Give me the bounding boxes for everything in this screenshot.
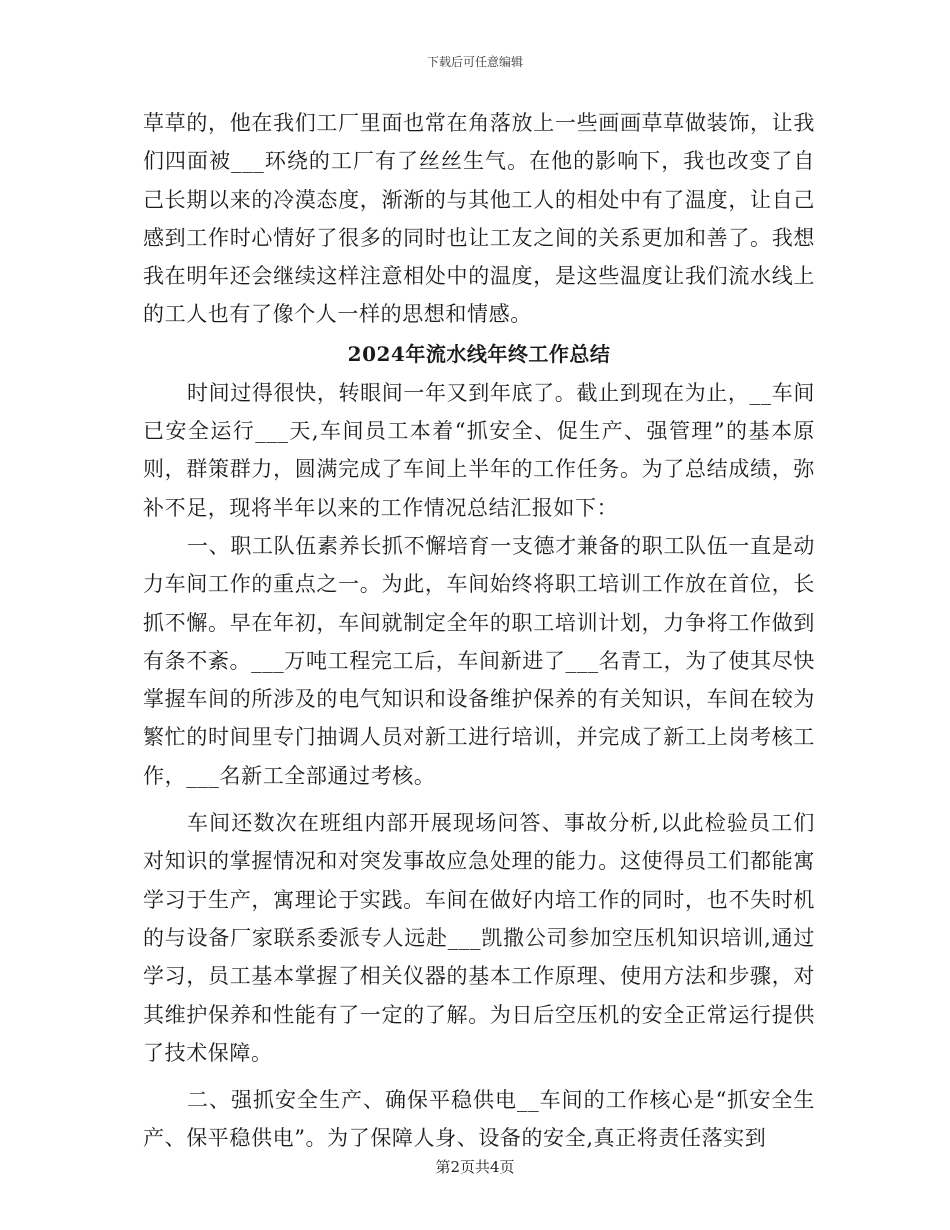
training-paragraph: 车间还数次在班组内部开展现场问答、事故分析,以此检验员工们对知识的掌握情况和对突发事故应急处理的能力。这使得员工们都能寓学习于生产，寓理论于实践。车间在做好内培工作的同时，也不失时机的与设备厂家联系委派专人远赴___凯撒公司参加空压机知识培训,通过学习，员工基本掌握了相关仪器的基本工作原理、使用方法和步骤，对其维护保养和性能有了一定的了解。为日后空压机的安全正常运行提供了技术保障。 [143,811,815,1065]
section-one-paragraph: 一、职工队伍素养长抓不懈培育一支德才兼备的职工队伍一直是动力车间工作的重点之一。为此，车间始终将职工培训工作放在首位，长抓不懈。早在年初，车间就制定全年的职工培训计划，力争将工作做到有条不紊。___万吨工程完工后，车间新进了___名青工，为了使其尽快掌握车间的所涉及的电气知识和设备维护保养的有关知识，车间在较为繁忙的时间里专门抽调人员对新工进行培训，并完成了新工上岗考核工作，___名新工全部通过考核。 [143,533,815,788]
continued-paragraph: 草草的，他在我们工厂里面也常在角落放上一些画画草草做装饰，让我们四面被___环绕的工厂有了丝丝生气。在他的影响下，我也改变了自己长期以来的冷漠态度，渐渐的与其他工人的相处中有了温度，让自己感到工作时心情好了很多的同时也让工友之间的关系更加和善了。我想我在明年还会继续这样注意相处中的温度，是这些温度让我们流水线上的工人也有了像个人一样的思想和情感。 [143,111,815,327]
page-footer: 第2页共4页 [435,1158,515,1176]
section-two-paragraph: 二、强抓安全生产、确保平稳供电__车间的工作核心是“抓安全生产、保平稳供电”。为了保障人身、设备的安全,真正将责任落实到 [143,1088,815,1151]
page-header: 下载后可任意编辑 [426,55,523,69]
document-title: 2024年流水线年终工作总结 [347,341,611,366]
intro-paragraph: 时间过得很快，转眼间一年又到年底了。截止到现在为止，__车间已安全运行___天,车间员工本着“抓安全、促生产、强管理”的基本原则，群策群力，圆满完成了车间上半年的工作任务。为了总结成绩，弥补不足，现将半年以来的工作情况总结汇报如下： [143,380,815,520]
document-body [143,104,815,1158]
